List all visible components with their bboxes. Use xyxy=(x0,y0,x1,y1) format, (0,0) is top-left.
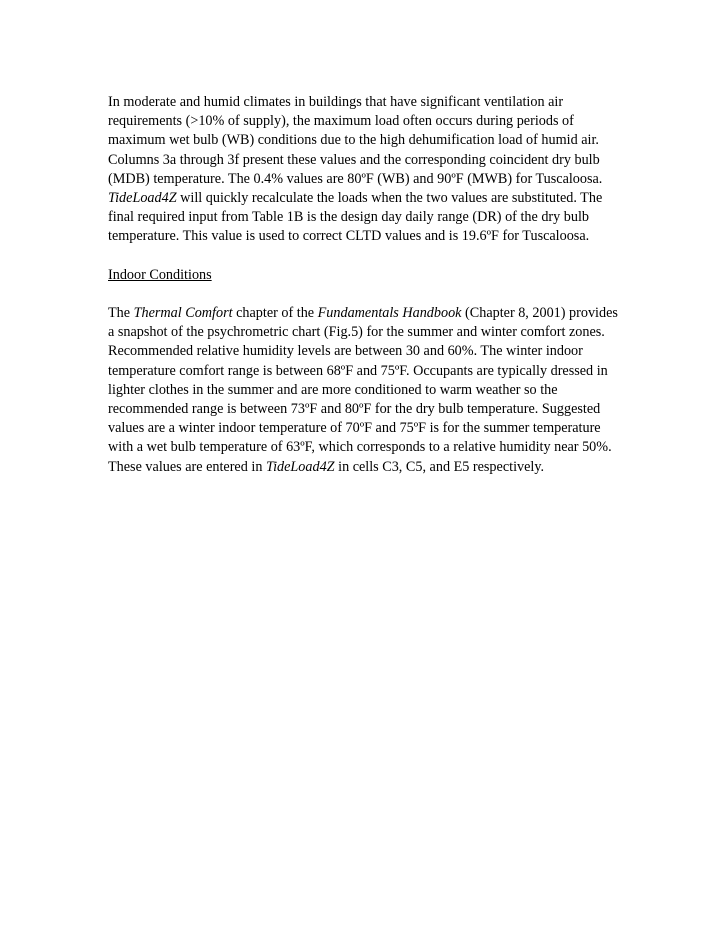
text-line: final required input from Table 1B is the design day daily range (DR) of the dry bulb xyxy=(108,209,590,226)
text-run: The xyxy=(108,305,134,322)
text-line: requirements (>10% of supply), the maximum load often occurs during periods of xyxy=(108,113,574,130)
text-run: chapter of the xyxy=(232,305,318,322)
text-line: maximum wet bulb (WB) conditions due to the high dehumification load of humid air. xyxy=(108,132,599,149)
text-line: Recommended relative humidity levels are between 30 and 60%. The winter indoor xyxy=(108,343,583,360)
text-line: with a wet bulb temperature of 63ºF, which corresponds to a relative humidity near 50%. xyxy=(108,439,612,456)
software-name: TideLoad4Z xyxy=(265,458,335,475)
text-line: In moderate and humid climates in buildings that have significant ventilation air xyxy=(108,94,564,110)
paragraph-spacer xyxy=(108,285,628,304)
software-name: TideLoad4Z xyxy=(108,189,177,206)
text-run: will quickly recalculate the loads when the two values are substituted. The xyxy=(176,189,603,206)
chapter-title: Thermal Comfort xyxy=(133,305,233,322)
text-line: Columns 3a through 3f present these values and the corresponding coincident dry bulb xyxy=(108,151,600,168)
text-run: in cells C3, C5, and E5 respectively. xyxy=(334,458,545,475)
handbook-title: Fundamentals Handbook xyxy=(317,305,462,322)
paragraph-spacer xyxy=(108,247,628,266)
text-line xyxy=(108,189,628,208)
text-line: temperature. This value is used to correct CLTD values and is 19.6ºF for Tuscaloosa. xyxy=(108,228,590,245)
text-line: (MDB) temperature. The 0.4% values are 80ºF (WB) and 90ºF (MWB) for Tuscaloosa. xyxy=(108,170,603,187)
text-line: values are a winter indoor temperature of 70ºF and 75ºF is for the summer temperature xyxy=(108,420,601,437)
document-body xyxy=(108,93,628,477)
text-line xyxy=(108,304,628,323)
text-line: temperature comfort range is between 68ºF and 75ºF. Occupants are typically dressed in xyxy=(108,362,608,379)
paragraph-ventilation xyxy=(108,93,628,247)
text-run: These values are entered in xyxy=(108,458,266,475)
paragraph-indoor-conditions xyxy=(108,304,628,477)
text-line: recommended range is between 73ºF and 80ºF for the dry bulb temperature. Suggested xyxy=(108,401,601,417)
text-line xyxy=(108,458,628,477)
text-line: a snapshot of the psychrometric chart (Fig.5) for the summer and winter comfort zones. xyxy=(108,324,605,341)
text-run: (Chapter 8, 2001) provides xyxy=(461,305,618,322)
section-heading: Indoor Conditions xyxy=(108,266,212,283)
text-line: lighter clothes in the summer and are more conditioned to warm weather so the xyxy=(108,381,558,398)
